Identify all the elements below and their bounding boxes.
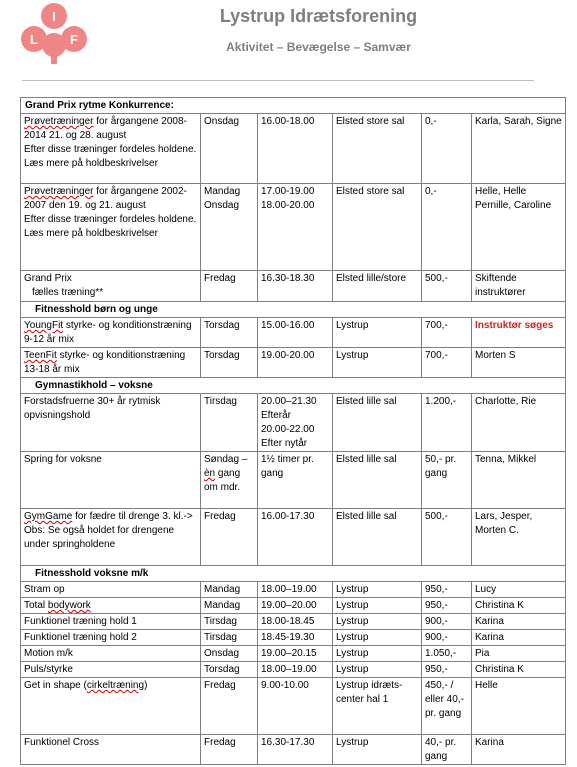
location-cell: Elsted store sal bbox=[333, 114, 422, 184]
day-cell: Torsdag bbox=[201, 318, 258, 348]
time-cell: 16.00-18.00 bbox=[258, 114, 333, 184]
activity-cell: Spring for voksne bbox=[21, 452, 201, 509]
activity-cell: Funktionel træning hold 2 bbox=[21, 630, 201, 646]
instructor-cell: Tenna, Mikkel bbox=[472, 452, 566, 509]
section-header-fitness-kids: Fitnesshold børn og unge bbox=[21, 302, 566, 318]
activity-cell: Prøvetræninger for årgangene 2008-2014 21. og 28. august Efter disse træninger fordeles holdene. Læs mere på holdbeskrivelser bbox=[21, 114, 201, 184]
activity-cell: Funktionel træning hold 1 bbox=[21, 614, 201, 630]
table-row bbox=[21, 678, 566, 735]
day-cell: Søndag – èn gang om mdr. bbox=[201, 452, 258, 509]
time-cell: 18.00–19.00 bbox=[258, 662, 333, 678]
time-cell: 18.45-19.30 bbox=[258, 630, 333, 646]
price-cell: 50,- pr. gang bbox=[422, 452, 472, 509]
time-cell: 17.00-19.00 18.00-20.00 bbox=[258, 184, 333, 271]
price-cell: 950,- bbox=[422, 582, 472, 598]
price-cell: 950,- bbox=[422, 598, 472, 614]
time-cell: 20.00–21.30 Efterår 20.00-22.00 Efter nytår bbox=[258, 394, 333, 452]
section-header-grand-prix: Grand Prix rytme Konkurrence: bbox=[21, 98, 566, 114]
price-cell: 0,- bbox=[422, 184, 472, 271]
activity-schedule-table bbox=[20, 97, 566, 765]
location-cell: Lystrup bbox=[333, 598, 422, 614]
activity-cell: Prøvetræninger for årgangene 2002-2007 den 19. og 21. august Efter disse træninger fordeles holdene. Læs mere på holdbeskrivelser bbox=[21, 184, 201, 271]
header-divider bbox=[22, 80, 534, 81]
time-cell: 1½ timer pr. gang bbox=[258, 452, 333, 509]
location-cell: Elsted lille sal bbox=[333, 452, 422, 509]
instructor-cell: Helle bbox=[472, 678, 566, 735]
day-cell: Mandag bbox=[201, 598, 258, 614]
section-header-gymnastics-adults: Gymnastikhold – voksne bbox=[21, 378, 566, 394]
instructor-cell: Karla, Sarah, Signe bbox=[472, 114, 566, 184]
day-cell: Torsdag bbox=[201, 662, 258, 678]
logo-letter-i: I bbox=[52, 9, 56, 24]
day-cell: Fredag bbox=[201, 271, 258, 302]
table-row bbox=[21, 598, 566, 614]
price-cell: 700,- bbox=[422, 318, 472, 348]
location-cell: Lystrup idræts-center hal 1 bbox=[333, 678, 422, 735]
activity-cell: Motion m/k bbox=[21, 646, 201, 662]
time-cell: 19.00–20.15 bbox=[258, 646, 333, 662]
day-cell: Onsdag bbox=[201, 646, 258, 662]
activity-cell: Puls/styrke bbox=[21, 662, 201, 678]
price-cell: 700,- bbox=[422, 348, 472, 378]
location-cell: Elsted lille sal bbox=[333, 509, 422, 566]
table-row bbox=[21, 735, 566, 765]
table-row bbox=[21, 630, 566, 646]
activity-cell: Stram op bbox=[21, 582, 201, 598]
day-cell: Fredag bbox=[201, 509, 258, 566]
table-row bbox=[21, 318, 566, 348]
location-cell: Lystrup bbox=[333, 614, 422, 630]
location-cell: Lystrup bbox=[333, 662, 422, 678]
table-row bbox=[21, 509, 566, 566]
page-header bbox=[0, 0, 577, 90]
instructor-cell: Karina bbox=[472, 614, 566, 630]
table-row bbox=[21, 114, 566, 184]
day-cell: Fredag bbox=[201, 678, 258, 735]
table-row bbox=[21, 614, 566, 630]
location-cell: Lystrup bbox=[333, 630, 422, 646]
time-cell: 19.00–20.00 bbox=[258, 598, 333, 614]
day-cell: Fredag bbox=[201, 735, 258, 765]
location-cell: Lystrup bbox=[333, 348, 422, 378]
table-row bbox=[21, 582, 566, 598]
activity-cell: Get in shape (cirkeltræning) bbox=[21, 678, 201, 735]
table-row bbox=[21, 662, 566, 678]
time-cell: 18.00-18.45 bbox=[258, 614, 333, 630]
activity-cell: GymGame for fædre til drenge 3. kl.-> Obs: Se også holdet for drengene under springholdene bbox=[21, 509, 201, 566]
organization-title: Lystrup Idrætsforening bbox=[219, 6, 418, 26]
time-cell: 15.00-16.00 bbox=[258, 318, 333, 348]
table-row bbox=[21, 184, 566, 271]
day-cell: Tirsdag bbox=[201, 614, 258, 630]
activity-cell: Forstadsfruerne 30+ år rytmisk opvisningshold bbox=[21, 394, 201, 452]
time-cell: 16.30-18.30 bbox=[258, 271, 333, 302]
price-cell: 0,- bbox=[422, 114, 472, 184]
table-row bbox=[21, 271, 566, 302]
day-cell: Mandag bbox=[201, 582, 258, 598]
instructor-cell: Christina K bbox=[472, 662, 566, 678]
price-cell: 900,- bbox=[422, 630, 472, 646]
time-cell: 18.00–19.00 bbox=[258, 582, 333, 598]
day-cell: Onsdag bbox=[201, 114, 258, 184]
price-cell: 1.200,- bbox=[422, 394, 472, 452]
instructor-cell: Pia bbox=[472, 646, 566, 662]
time-cell: 9.00-10.00 bbox=[258, 678, 333, 735]
location-cell: Elsted lille sal bbox=[333, 394, 422, 452]
price-cell: 40,- pr. gang bbox=[422, 735, 472, 765]
location-cell: Elsted store sal bbox=[333, 184, 422, 271]
activity-cell: Total bodywork bbox=[21, 598, 201, 614]
table-row bbox=[21, 646, 566, 662]
instructor-cell: Lars, Jesper, Morten C. bbox=[472, 509, 566, 566]
price-cell: 950,- bbox=[422, 662, 472, 678]
day-cell: Tirsdag bbox=[201, 394, 258, 452]
logo-letter-l: L bbox=[30, 32, 38, 47]
instructor-cell: Charlotte, Rie bbox=[472, 394, 566, 452]
time-cell: 16.00-17.30 bbox=[258, 509, 333, 566]
instructor-cell: Karina bbox=[472, 630, 566, 646]
price-cell: 1.050,- bbox=[422, 646, 472, 662]
instructor-wanted-cell: Instruktør søges bbox=[472, 318, 566, 348]
instructor-cell: Helle, Helle Pernille, Caroline bbox=[472, 184, 566, 271]
instructor-cell: Lucy bbox=[472, 582, 566, 598]
instructor-cell: Morten S bbox=[472, 348, 566, 378]
price-cell: 500,- bbox=[422, 271, 472, 302]
section-header-fitness-adults: Fitnesshold voksne m/k bbox=[21, 566, 566, 582]
location-cell: Lystrup bbox=[333, 582, 422, 598]
instructor-cell: Christina K bbox=[472, 598, 566, 614]
table-row bbox=[21, 348, 566, 378]
time-cell: 16.30-17.30 bbox=[258, 735, 333, 765]
instructor-cell: Skiftende instruktører bbox=[472, 271, 566, 302]
location-cell: Lystrup bbox=[333, 318, 422, 348]
table-row bbox=[21, 452, 566, 509]
organization-tagline: Aktivitet – Bevægelse – Samvær bbox=[226, 40, 411, 54]
table-row bbox=[21, 394, 566, 452]
activity-cell: TeenFit styrke- og konditionstræning 13-18 år mix bbox=[21, 348, 201, 378]
location-cell: Lystrup bbox=[333, 646, 422, 662]
day-cell: Mandag Onsdag bbox=[201, 184, 258, 271]
price-cell: 450,- / eller 40,- pr. gang bbox=[422, 678, 472, 735]
activity-cell: Grand Prix fælles træning** bbox=[21, 271, 201, 302]
activity-cell: YoungFit styrke- og konditionstræning 9-12 år mix bbox=[21, 318, 201, 348]
day-cell: Tirsdag bbox=[201, 630, 258, 646]
instructor-cell: Karina bbox=[472, 735, 566, 765]
day-cell: Torsdag bbox=[201, 348, 258, 378]
price-cell: 500,- bbox=[422, 509, 472, 566]
time-cell: 19.00-20.00 bbox=[258, 348, 333, 378]
logo-letter-f: F bbox=[70, 32, 78, 47]
activity-cell: Funktionel Cross bbox=[21, 735, 201, 765]
location-cell: Lystrup bbox=[333, 735, 422, 765]
location-cell: Elsted lille/store bbox=[333, 271, 422, 302]
price-cell: 900,- bbox=[422, 614, 472, 630]
